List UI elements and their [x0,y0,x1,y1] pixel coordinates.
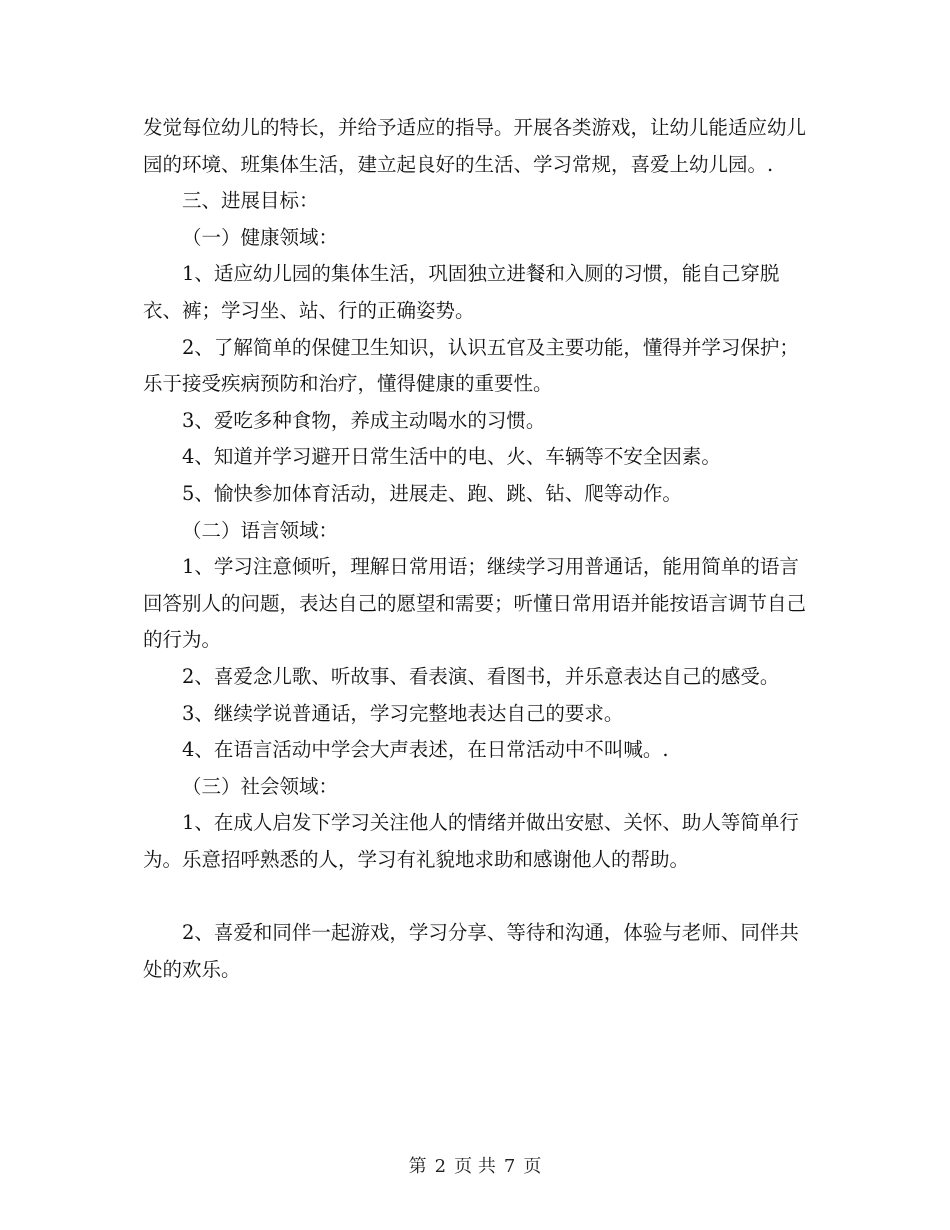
health-item-3: 3、爱吃多种食物，养成主动喝水的习惯。 [182,408,546,432]
subsection-heading-language: （二）语言领域： [182,518,339,542]
subsection-heading-social: （三）社会领域： [182,774,339,798]
language-item-2: 2、喜爱念儿歌、听故事、看表演、看图书，并乐意表达自己的感受。 [182,664,780,688]
footer-current-page: 2 [434,1156,447,1177]
social-item-2: 2、喜爱和同伴一起游戏，学习分享、等待和沟通，体验与老师、同伴共处的欢乐。 [143,921,799,981]
footer-prefix: 第 [408,1156,427,1177]
section-heading-goals: 三、进展目标： [182,189,319,213]
footer-suffix: 页 [523,1156,542,1177]
social-item-1: 1、在成人启发下学习关注他人的情绪并做出安慰、关怀、助人等简单行为。乐意招呼熟悉的人，学习有礼貌地求助和感谢他人的帮助。 [143,811,799,871]
page-footer [0,1155,950,1179]
blank-line [143,878,813,915]
language-item-3: 3、继续学说普通话，学习完整地表达自己的要求。 [182,701,624,725]
footer-total-pages: 7 [503,1156,516,1177]
language-item-4: 4、在语言活动中学会大声表述，在日常活动中不叫喊。. [182,738,669,762]
health-item-1: 1、适应幼儿园的集体生活，巩固独立进餐和入厕的习惯，能自己穿脱衣、裤；学习坐、站、行的正确姿势。 [143,262,780,322]
language-item-1: 1、学习注意倾听，理解日常用语；继续学习用普通话，能用简单的语言回答别人的问题，表达自己的愿望和需要；听懂日常用语并能按语言调节自己的行为。 [143,555,807,652]
footer-middle: 页 共 [454,1156,496,1177]
subsection-heading-health: （一）健康领域： [182,225,339,249]
health-item-2: 2、了解简单的保健卫生知识，认识五官及主要功能，懂得并学习保护；乐于接受疾病预防和治疗，懂得健康的重要性。 [143,335,799,396]
document-body [143,110,813,988]
health-item-5: 5、愉快参加体育活动，进展走、跑、跳、钻、爬等动作。 [182,481,682,505]
paragraph-intro: 发觉每位幼儿的特长，并给予适应的指导。开展各类游戏，让幼儿能适应幼儿园的环境、班集体生活，建立起良好的生活、学习常规，喜爱上幼儿园。. [143,116,807,176]
health-item-4: 4、知道并学习避开日常生活中的电、火、车辆等不安全因素。 [182,445,721,469]
